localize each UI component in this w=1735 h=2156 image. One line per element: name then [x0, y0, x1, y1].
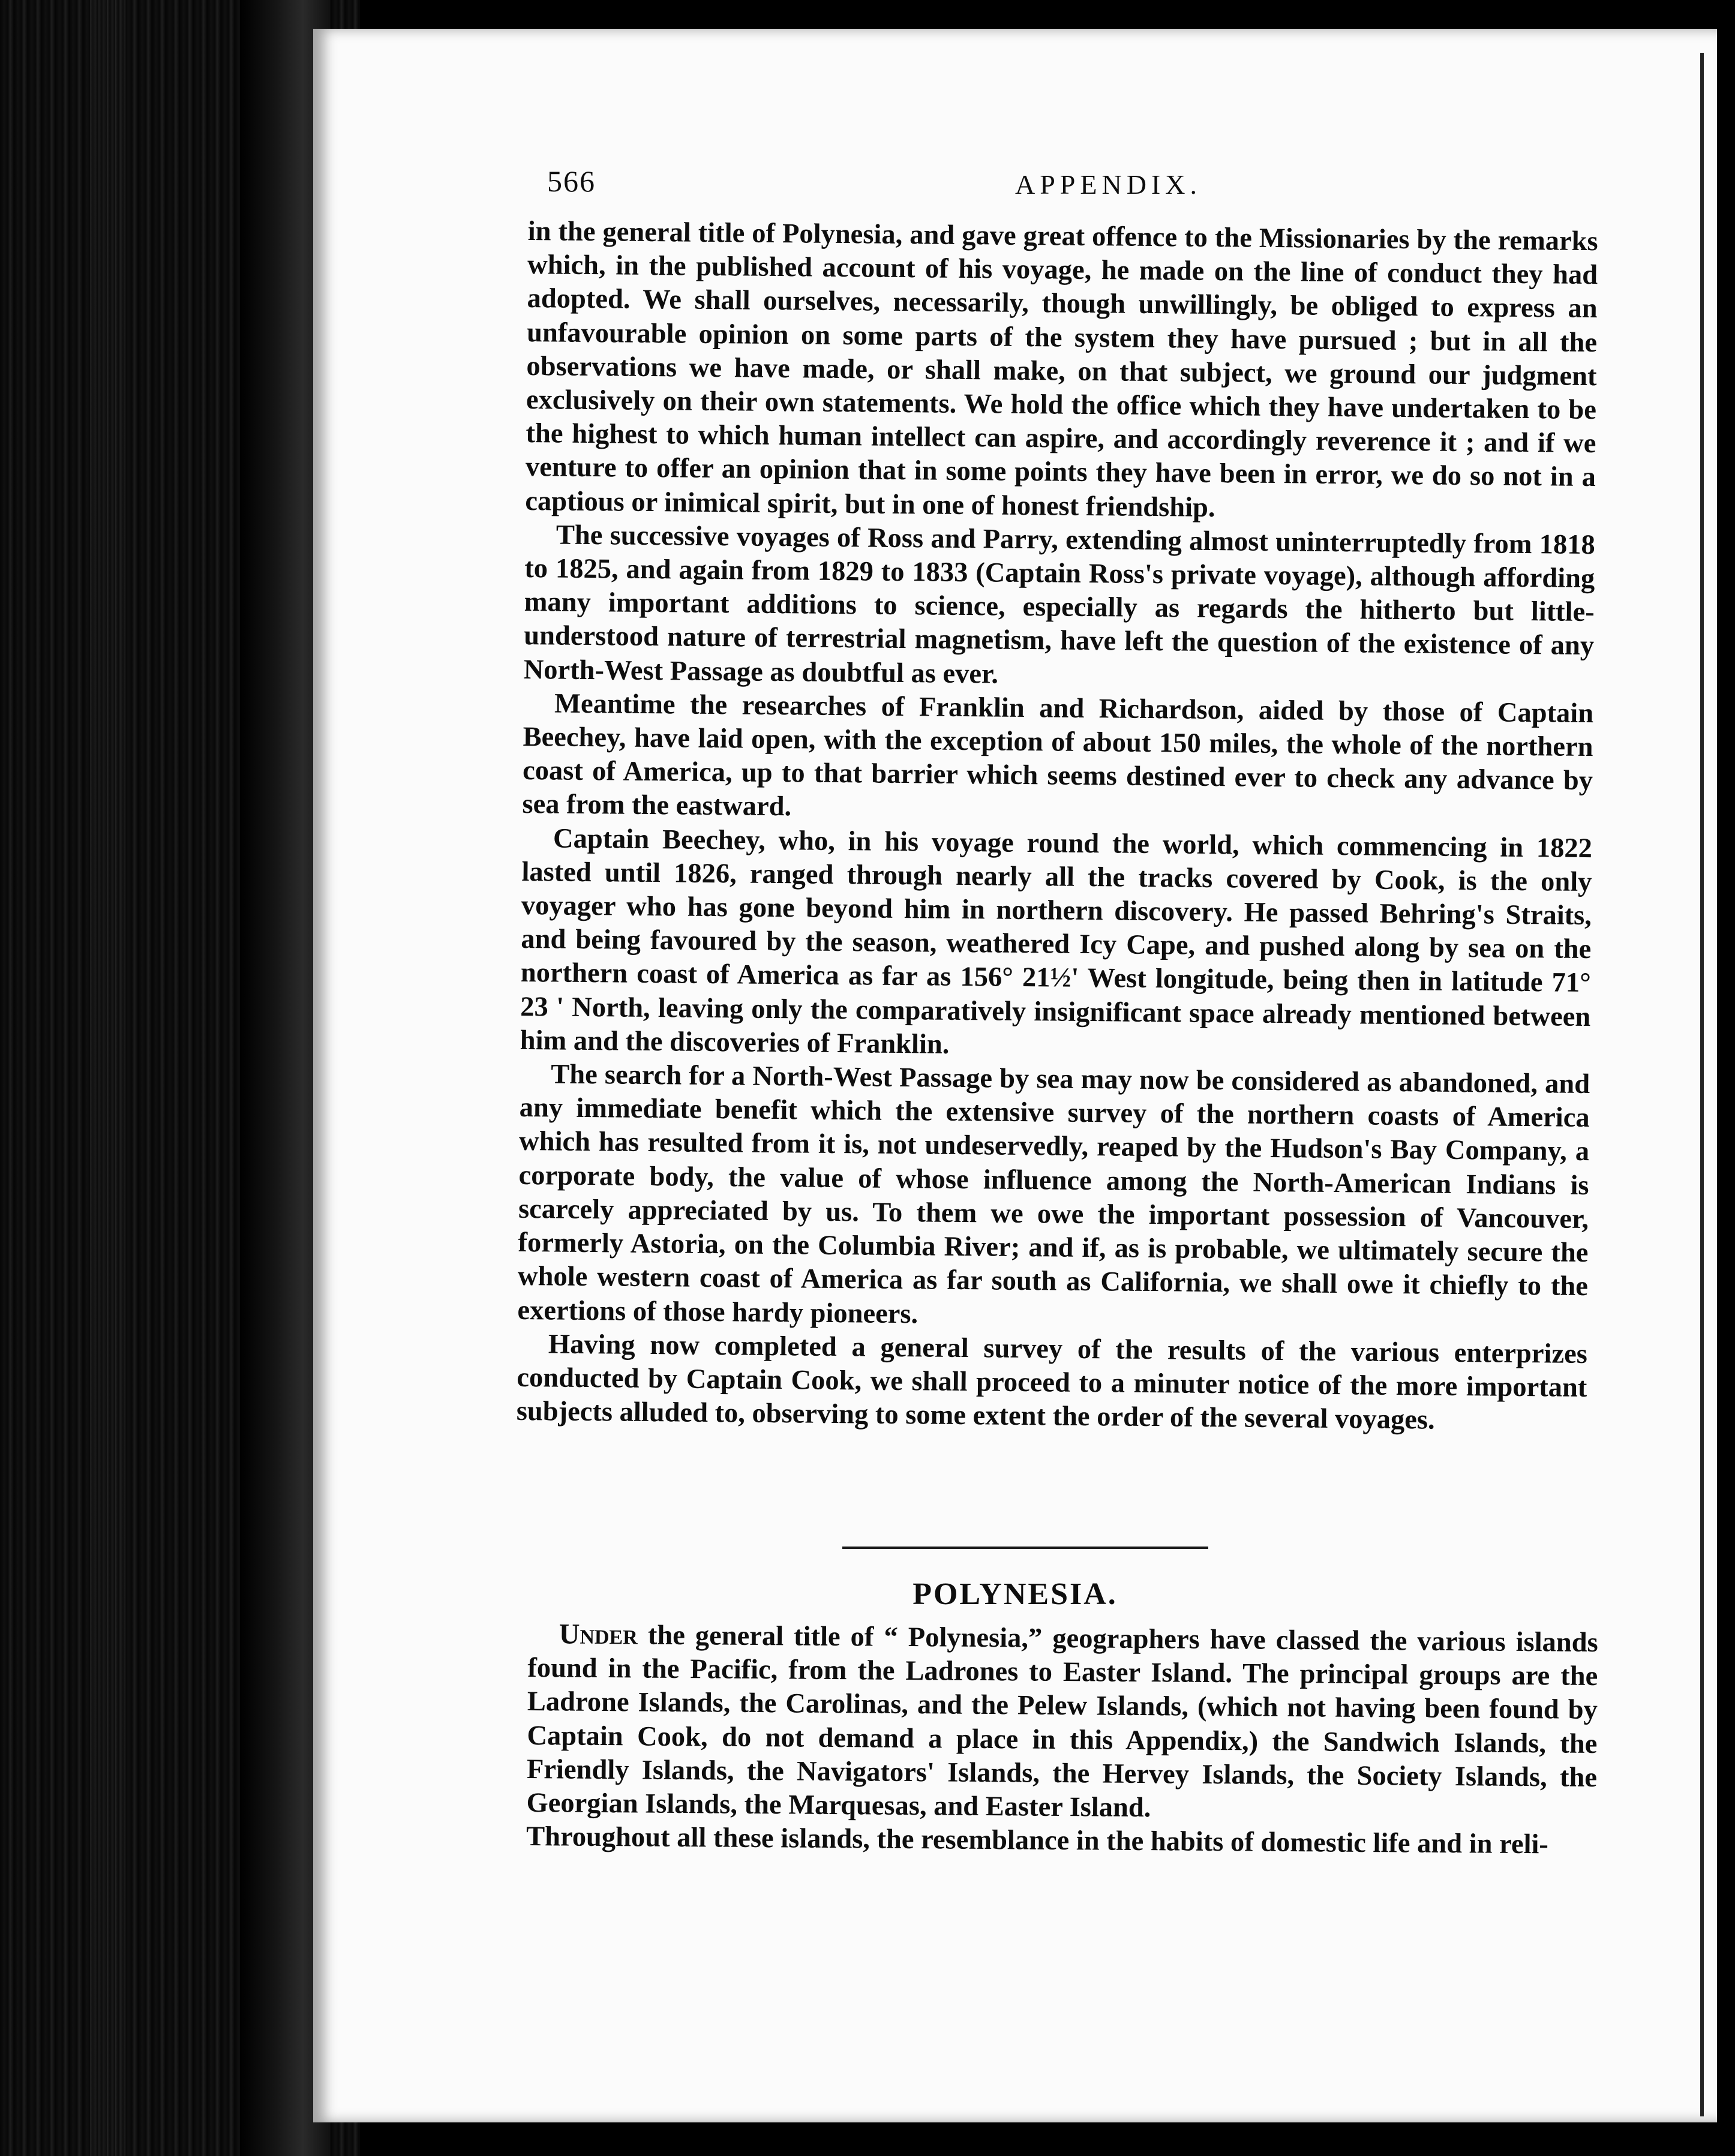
body-text-polynesia — [526, 1617, 1598, 1862]
paragraph: The successive voyages of Ross and Parry, extending almost uninterruptedly from 1818 to 1825, and again from 1829 to 1833 (Captain Ross's private voyage), although affording many important additions to science, especially as regards the hitherto but little-understood nature of terrestrial magnetism, have left the question of the existence of any North-West Passage as doubtful as ever. — [523, 520, 1596, 690]
section-divider — [842, 1547, 1208, 1549]
paragraph: Having now completed a general survey of the results of the various enterprizes conducted by Captain Cook, we shall proceed to a minuter notice of the more important subjects alluded to, observing to some extent the order of the several voyages. — [516, 1329, 1588, 1436]
paragraph — [526, 1617, 1598, 1828]
body-text-upper — [517, 215, 1598, 1439]
lead-word: Under — [559, 1618, 638, 1651]
section-title: POLYNESIA. — [912, 1577, 1118, 1611]
paragraph: in the general title of Polynesia, and gave great offence to the Missionaries by the remarks which, in the published account of his voyage, he made on the line of conduct they had adopted. We shall ourselves, necessarily, though unwillingly, be obliged to express an unfavourable opinion on some parts of the system they have pursued ; but in all the observations we have made, or shall make, on that subject, we ground our judgment exclusively on their own statements. We hold the office which they have undertaken to be the highest to which human intellect can aspire, and accordingly reverence it ; and if we venture to offer an opinion that in some points they have been in error, we do so not in a captious or inimical spirit, but in one of honest friendship. — [525, 215, 1598, 523]
paragraph: The search for a North-West Passage by sea may now be considered as abandoned, and any immediate benefit which the extensive survey of the northern coasts of America which has resulted from it is, not undeservedly, reaped by the Hudson's Bay Company, a corporate body, the value of whose influence among the North-American Indians is scarcely appreciated by us. To them we owe the important possession of Vancouver, formerly Astoria, on the Columbia River; and if, as is probable, we ultimately secure the whole western coast of America as far south as California, we shall owe it chiefly to the exertions of those hardy pioneers. — [517, 1059, 1590, 1329]
page-number: 566 — [547, 164, 596, 198]
header-title: APPENDIX. — [1015, 169, 1202, 200]
running-head — [547, 164, 1687, 218]
paragraph: Captain Beechey, who, in his voyage round the world, which commencing in 1822 lasted until 1826, ranged through nearly all the tracks covered by Cook, is the only voyager who has gone beyond him in northern discovery. He passed Behring's Straits, and being favoured by the season, weathered Icy Cape, and pushed along by sea on the northern coast of America as far as 156° 21½' West longitude, being then in latitude 71° 23 ' North, leaving only the comparatively insignificant space already mentioned between him and the discoveries of Franklin. — [520, 823, 1593, 1060]
paragraph: Throughout all these islands, the resemblance in the habits of domestic life and in reli- — [526, 1821, 1549, 1860]
page-edge-line — [1700, 53, 1704, 2116]
paragraph-text: the general title of “ Polynesia,” geographers have classed the various islands found in the Pacific, from the Ladrones to Easter Island. The principal groups are the Ladrone Islands, the Carolinas, and the Pelew Islands, (which not having been found by Captain Cook, do not demand a place in this Appendix,) the Sandwich Islands, the Friendly Islands, the Navigators' Islands, the Hervey Islands, the Society Islands, the Georgian Islands, the Marquesas, and Easter Island. — [526, 1620, 1598, 1824]
paragraph: Meantime the researches of Franklin and Richardson, aided by those of Captain Beechey, have laid open, with the exception of about 150 miles, the whole of the northern coast of America, up to that barrier which seems destined ever to check any advance by sea from the eastward. — [522, 688, 1594, 822]
book-page — [313, 29, 1717, 2122]
